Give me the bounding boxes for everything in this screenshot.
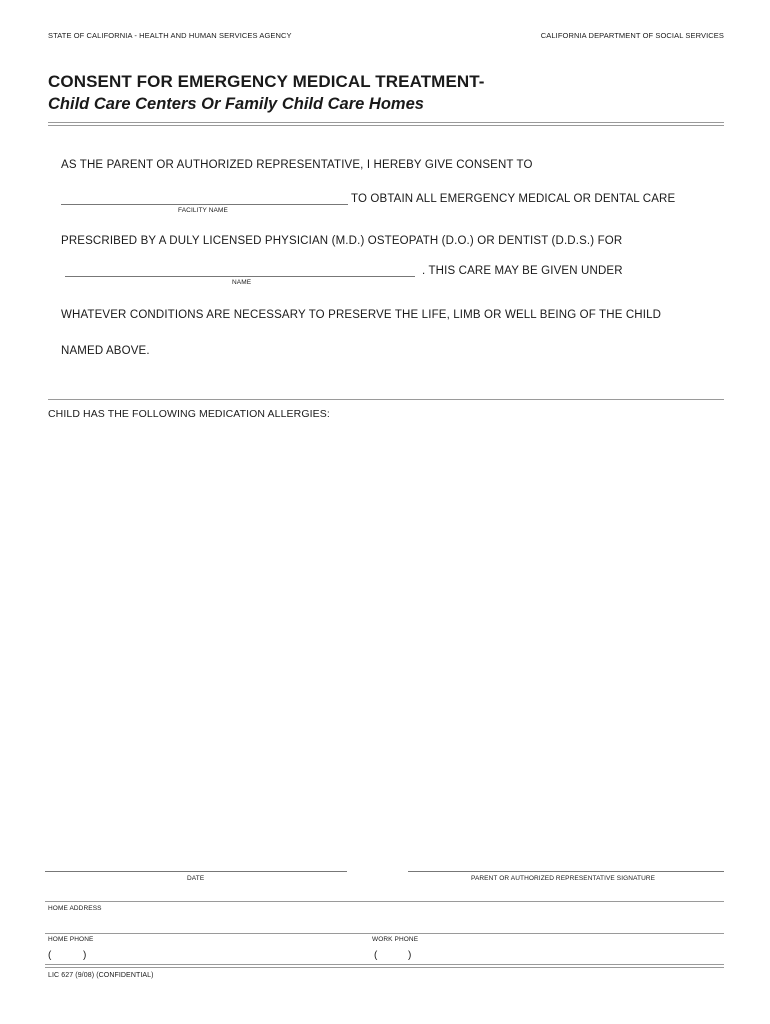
signature-field[interactable]	[408, 871, 724, 872]
home-phone-close-paren: )	[83, 950, 87, 961]
home-address-divider	[45, 901, 724, 902]
footer-divider-secondary	[45, 967, 724, 968]
title-divider	[48, 122, 724, 123]
date-field[interactable]	[45, 871, 347, 872]
allergies-field[interactable]	[48, 428, 724, 866]
title-divider-secondary	[48, 125, 724, 126]
work-phone-open-paren: (	[374, 950, 378, 961]
consent-line-4: . THIS CARE MAY BE GIVEN UNDER	[422, 265, 623, 277]
facility-name-caption: FACILITY NAME	[178, 207, 228, 214]
form-title: CONSENT FOR EMERGENCY MEDICAL TREATMENT-	[48, 72, 485, 91]
signature-caption: PARENT OR AUTHORIZED REPRESENTATIVE SIGNATURE	[471, 875, 656, 882]
allergies-divider	[48, 399, 724, 400]
agency-name: STATE OF CALIFORNIA - HEALTH AND HUMAN SERVICES AGENCY	[48, 31, 292, 40]
consent-line-5: WHATEVER CONDITIONS ARE NECESSARY TO PRESERVE THE LIFE, LIMB OR WELL BEING OF THE CHILD	[61, 309, 662, 321]
footer-divider	[45, 964, 724, 965]
facility-name-field[interactable]	[61, 204, 348, 205]
home-address-field[interactable]	[48, 913, 724, 931]
child-name-field[interactable]	[65, 276, 415, 277]
child-name-caption: NAME	[232, 279, 252, 286]
home-phone-open-paren: (	[48, 950, 52, 961]
consent-line-1: AS THE PARENT OR AUTHORIZED REPRESENTATIVE, I HEREBY GIVE CONSENT TO	[61, 159, 533, 171]
work-phone-field[interactable]	[420, 946, 720, 962]
phone-divider	[45, 933, 724, 934]
consent-line-3: PRESCRIBED BY A DULY LICENSED PHYSICIAN (M.D.) OSTEOPATH (D.O.) OR DENTIST (D.D.S.) FOR	[61, 235, 623, 247]
date-caption: DATE	[187, 875, 205, 882]
consent-line-2: TO OBTAIN ALL EMERGENCY MEDICAL OR DENTAL CARE	[351, 193, 676, 205]
allergies-label: CHILD HAS THE FOLLOWING MEDICATION ALLERGIES:	[48, 408, 330, 420]
home-phone-field[interactable]	[95, 946, 360, 962]
home-phone-label: HOME PHONE	[48, 936, 94, 943]
work-phone-label: WORK PHONE	[372, 936, 419, 943]
department-name: CALIFORNIA DEPARTMENT OF SOCIAL SERVICES	[540, 31, 724, 40]
work-phone-close-paren: )	[408, 950, 412, 961]
form-identifier: LIC 627 (9/08) (CONFIDENTIAL)	[48, 972, 154, 979]
form-subtitle: Child Care Centers Or Family Child Care Homes	[48, 95, 424, 113]
consent-line-6: NAMED ABOVE.	[61, 345, 150, 357]
home-address-label: HOME ADDRESS	[48, 905, 102, 912]
